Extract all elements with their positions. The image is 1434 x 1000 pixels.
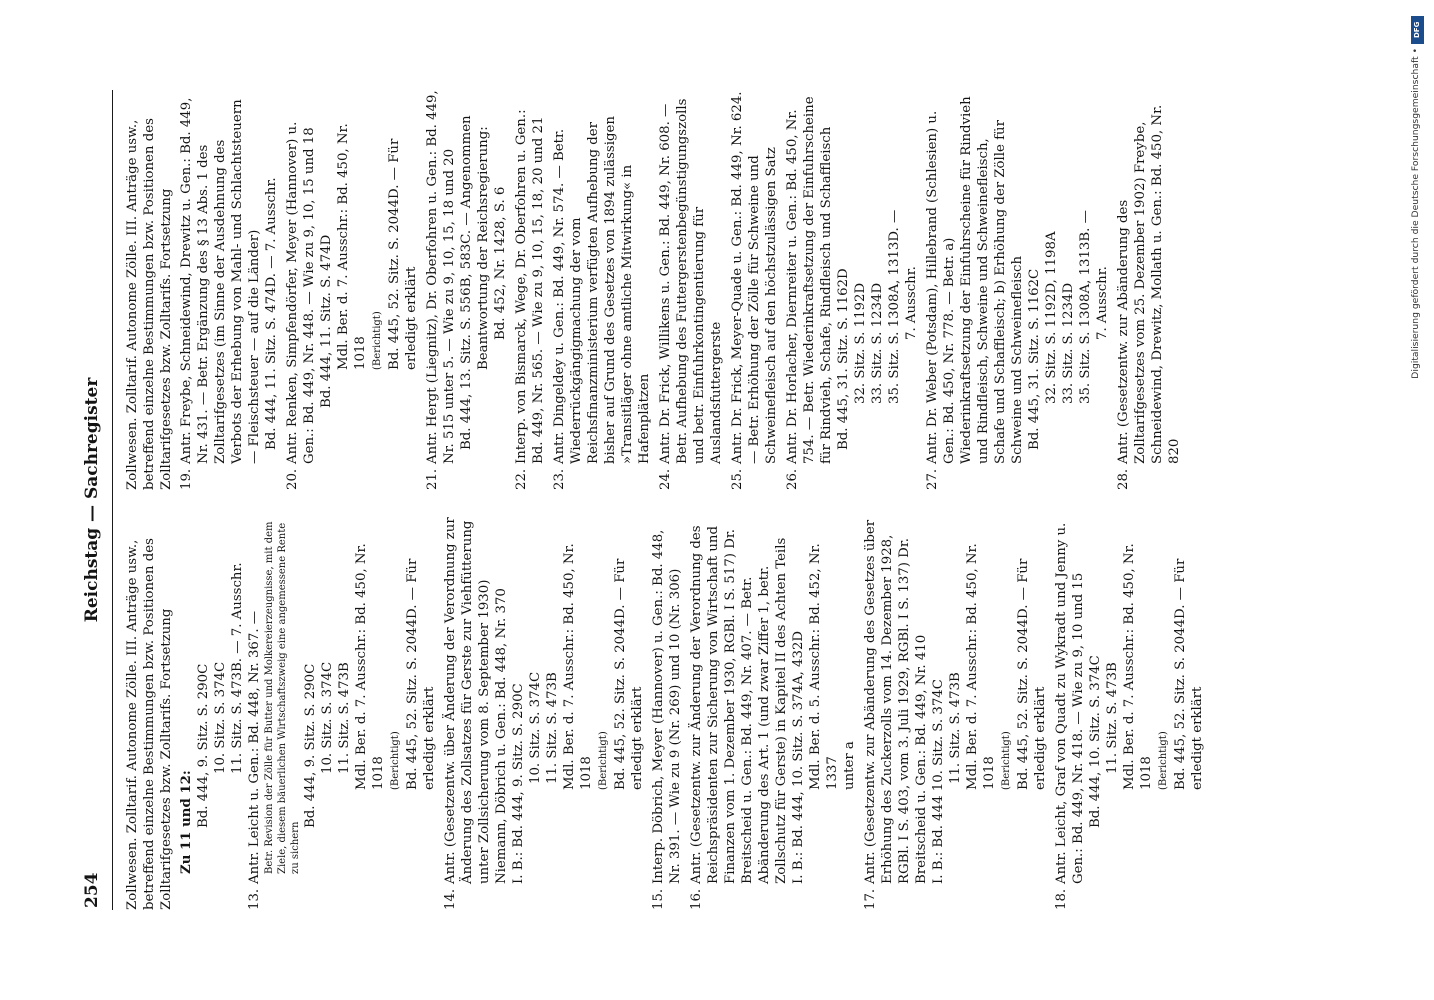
entry-26: 26.Antr. Dr. Horlacher, Diernreiter u. Gen.: Bd. 450, Nr. 754. — Betr. Wiederinkraftsetzung der Einfuhrscheine für Rindvieh, Schafe, Rindfleisch und Schaffleisch Bd. 445, 31. Sitz. S. 1162D 32. Sitz. S. 1192D 33. Sitz. S. 1234D 35. Sitz. S. 1308A, 1313D. — 7. Ausschr. [785,96,919,490]
zu-refs: Bd. 444, 9. Sitz. S. 290C 10. Sitz. S. 374C 11. Sitz. S. 473B. — 7. Ausschr. [196,562,245,828]
page-number: 254 [82,872,102,908]
footer-credit: Digitalisierung gefördert durch die Deutsche Forschungsgemeinschaft • [1410,48,1421,379]
entry-13: 13.Antr. Leicht u. Gen.: Bd. 448, Nr. 367. — Betr. Revision der Zölle für Butter und Molkereierzeugnisse, mit dem Ziele, diesem bäuerlichen Wirtschaftszweig eine angemessene Rente zu sichern Bd. 444, 9. Sitz. S. 290C 10. Sitz. S. 374C 11. Sitz. S. 473B Mdl. Ber. d. 7. Ausschr.: Bd. 450, Nr. 1018 (Berichtigt) Bd. 445, 52. Sitz. S. 2044D. — Für erledigt erklärt [247,521,437,910]
zu-label: Zu 11 und 12: [179,770,194,874]
entry-24: 24.Antr. Dr. Frick, Willikens u. Gen.: Bd. 449, Nr. 608. — Betr. Aufhebung des Futtergerstenbegünstigungszolls und betr. Einfuhrkontingentierung für Auslandsfuttergerste [658,98,724,490]
section-head-right: Zollwesen. Zolltarif. Autonome Zölle. III. Anträge usw., betreffend einzelne Bestimmungen bzw. Positionen des Zolltarifgesetzes bzw. Zolltarifs. Fortsetzung [125,118,174,490]
entry-23: 23.Antr. Dingeldey u. Gen.: Bd. 449, Nr. 574. — Betr. Wiederrückgängigmachung der vom Reichsfinanzministerium verfügten Aufhebung der bisher auf Grund des Gesetzes von 1894 zulässigen »Transitläger ohne amtliche Mitwirkung« in Hafenplätzen [552,116,652,490]
entry-18: 18.Antr. Leicht, Graf von Quadt zu Wykradt und Jenny u. Gen.: Bd. 449, Nr. 418. — Wie zu 9, 10 und 15 Bd. 444, 10. Sitz. S. 374C 11. Sitz. S. 473B Mdl. Ber. d. 7. Ausschr.: Bd. 450, Nr. 1018 (Berichtigt) Bd. 445, 52. Sitz. S. 2044D. — Für erledigt erklärt [1054,522,1205,910]
entry-15: 15.Interp. Döbrich, Meyer (Hannover) u. Gen.: Bd. 448, Nr. 391. — Wie zu 9 (Nr. 269) und 10 (Nr. 306) [651,529,683,910]
entry-20: 20.Antr. Renken, Simpfendörfer, Meyer (Hannover) u. Gen.: Bd. 449, Nr. 448. — Wie zu 9, 10, 15 und 18 Bd. 444, 11. Sitz. S. 474D Mdl. Ber. d. 7. Ausschr.: Bd. 450, Nr. 1018 (Berichtigt) Bd. 445, 52. Sitz. S. 2044D. — Für erledigt erklärt [285,121,419,490]
entry-16: 16.Antr. (Gesetzentw. zur Änderung der Verordnung des Reichspräsidenten zur Sicherung von Wirtschaft und Finanzen vom 1. Dezember 1930, RGBl. I S. 517) Dr. Breitscheid u. Gen.: Bd. 449, Nr. 407. — Betr. Abänderung des Art. 1 (und zwar Ziffer 1, betr. Zollschutz für Gerste) in Kapitel II des Achten Teils I. B.: Bd. 444, 10. Sitz. S. 374A, 432D Mdl. Ber. d. 5. Ausschr.: Bd. 452, Nr. 1337 unter a [689,525,857,910]
entry-14: 14.Antr. (Gesetzentw. über Änderung der Verordnung zur Änderung des Zollsatzes für Gerste zur Viehfütterung unter Zollsicherung vom 8. September 1930) Niemann, Döbrich u. Gen.: Bd. 448, Nr. 370 I. B.: Bd. 444, 9. Sitz. S. 290C 10. Sitz. S. 374C 11. Sitz. S. 473B Mdl. Ber. d. 7. Ausschr.: Bd. 450, Nr. 1018 (Berichtigt) Bd. 445, 52. Sitz. S. 2044D. — Für erledigt erklärt [443,517,645,910]
entry-17: 17.Antr. (Gesetzentw. zur Abänderung des Gesetzes über Erhöhung des Zuckerzolls vom 14. Dezember 1928, RGBl. I S. 403, vom 3. Juli 1929, RGBl. I S. 137) Dr. Breitscheid u. Gen.: Bd. 449, Nr. 410 I. B.: Bd. 444 10. Sitz. S. 374C 11. Sitz. S. 473B Mdl. Ber. d. 7. Ausschr.: Bd. 450, Nr. 1018 (Berichtigt) Bd. 445, 52. Sitz. S. 2044D. — Für erledigt erklärt [863,519,1048,910]
entry-21: 21.Antr. Hergt (Liegnitz), Dr. Oberfohren u. Gen.: Bd. 449, Nr. 515 unter 5. — Wie zu 9, 10, 15, 18 und 20 Bd. 444, 13. Sitz. S. 556B, 583C. — Angenommen Beantwortung der Reichsregierung: Bd. 452, Nr. 1428, S. 6 [425,90,508,490]
page-header [82,90,116,910]
left-column [124,510,1210,910]
section-head: Zollwesen. Zolltarif. Autonome Zölle. III. Anträge usw., betreffend einzelne Bestimmungen bzw. Positionen des Zolltarifgesetzes bzw. Zolltarifs. Fortsetzung [125,538,174,910]
entry-19: 19.Antr. Freybe, Schneidewind, Drewitz u. Gen.: Bd. 449, Nr. 431. — Betr. Ergänzung des § 13 Abs. 1 des Zolltarifgesetzes (im Sinne der Ausdehnung des Verbots der Erhebung von Mahl- und Schlachtsteuern — Fleischsteuer — auf die Länder) Bd. 444, 11. Sitz. S. 474D. — 7. Ausschr. [179,97,279,490]
header-rule [112,90,113,910]
digitization-footer [1410,8,1428,993]
right-column [124,90,1187,490]
entry-22: 22.Interp. von Bismarck, Wege, Dr. Oberfohren u. Gen.: Bd. 449, Nr. 565. — Wie zu 9, 10, 15, 18, 20 und 21 [514,109,546,490]
rotated-page [82,90,1322,910]
entry-27: 27.Antr. Dr. Weber (Potsdam), Hillebrand (Schlesien) u. Gen.: Bd. 450, Nr. 778. — Betr. a) Wiederinkraftsetzung der Einfuhrscheine für Rindvieh und Rindfleisch, Schweine und Schweinefleisch, Schafe und Schaffleisch; b) Erhöhung der Zölle für Schweine und Schweinefleisch Bd. 445, 31. Sitz. S. 1162C 32. Sitz. S. 1192D, 1198A 33. Sitz. S. 1234D 35. Sitz. S. 1308A, 1313B. — 7. Ausschr. [925,96,1110,490]
running-head: Reichstag — Sachregister [82,377,102,623]
entry-28: 28.Antr. (Gesetzentw. zur Abänderung des Zolltarifgesetzes vom 25. Dezember 1902) Freybe, Schneidewind, Drewitz, Mollath u. Gen.: Bd. 450, Nr. 820 [1116,104,1182,490]
entry-25: 25.Antr. Dr. Frick, Meyer-Quade u. Gen.: Bd. 449, Nr. 624. — Betr. Erhöhung der Zölle für Schweine und Schweinefleisch auf den höchstzulässigen Satz [730,91,779,490]
dfg-logo: DFG [1411,16,1424,44]
